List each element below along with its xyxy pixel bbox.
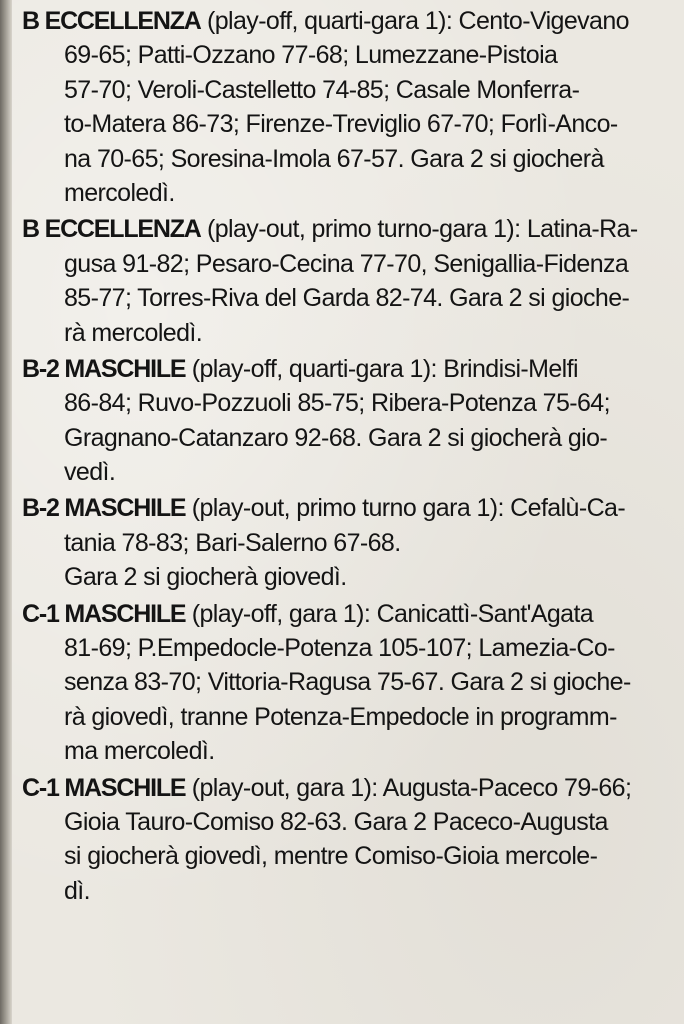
entry-line: rà mercoledì. xyxy=(64,318,203,347)
entry-heading: B-2 MASCHILE xyxy=(22,494,186,523)
entry-text: (play-out, primo turno gara 1): Cefalù-Ca- xyxy=(185,494,626,523)
entry-line xyxy=(22,771,678,805)
results-entry-b-eccellenza-playout xyxy=(22,212,678,350)
entry-line xyxy=(22,597,678,631)
results-entry-c1-maschile-playout xyxy=(22,771,678,909)
entry-line: si giocherà giovedì, mentre Comiso-Gioia mercole- xyxy=(64,842,598,871)
entry-text: (play-off, gara 1): Canicattì-Sant'Agata xyxy=(185,599,594,628)
entry-line: 85-77; Torres-Riva del Garda 82-74. Gara 2 si gioche- xyxy=(64,284,630,313)
entry-text: (play-off, quarti-gara 1): Cento-Vigevano xyxy=(200,7,629,35)
entry-line: gusa 91-82; Pesaro-Cecina 77-70, Senigallia-Fidenza xyxy=(64,249,629,278)
entry-line: rà giovedì, tranne Potenza-Empedocle in programm- xyxy=(64,702,617,731)
entry-heading: C-1 MASCHILE xyxy=(22,599,186,628)
entry-line: 69-65; Patti-Ozzano 77-68; Lumezzane-Pistoia xyxy=(64,41,558,70)
column-rule xyxy=(0,0,12,1024)
entry-text: (play-off, quarti-gara 1): Brindisi-Melfi xyxy=(185,354,578,383)
entry-heading: C-1 MASCHILE xyxy=(22,773,186,802)
entry-line xyxy=(22,4,678,38)
entry-line: 57-70; Veroli-Castelletto 74-85; Casale Monferra- xyxy=(64,75,580,104)
entry-line xyxy=(22,352,678,386)
entry-line: Gioia Tauro-Comiso 82-63. Gara 2 Paceco-Augusta xyxy=(64,807,608,836)
entry-line: senza 83-70; Vittoria-Ragusa 75-67. Gara 2 si gioche- xyxy=(64,668,631,697)
entry-line xyxy=(22,212,678,246)
entry-line: 86-84; Ruvo-Pozzuoli 85-75; Ribera-Potenza 75-64; xyxy=(64,389,610,418)
results-entry-c1-maschile-playoff xyxy=(22,597,678,769)
entry-heading: B ECCELLENZA xyxy=(22,215,201,244)
entry-line: tania 78-83; Bari-Salerno 67-68. xyxy=(64,528,401,557)
entry-line: Gragnano-Catanzaro 92-68. Gara 2 si giocherà gio- xyxy=(64,423,608,452)
results-entry-b2-maschile-playout xyxy=(22,491,678,594)
entry-text: (play-out, gara 1): Augusta-Paceco 79-66; xyxy=(185,773,632,802)
entry-line: vedì. xyxy=(64,458,116,487)
entry-line: Gara 2 si giocherà giovedì. xyxy=(64,563,347,592)
entry-line: dì. xyxy=(64,876,90,905)
entry-line: 81-69; P.Empedocle-Potenza 105-107; Lamezia-Co- xyxy=(64,634,615,663)
entry-line xyxy=(22,491,678,525)
results-entry-b2-maschile-playoff xyxy=(22,352,678,490)
entry-heading: B-2 MASCHILE xyxy=(22,354,186,383)
entry-line: na 70-65; Soresina-Imola 67-57. Gara 2 si giocherà xyxy=(64,144,604,173)
results-column xyxy=(22,4,678,910)
entry-line: mercoledì. xyxy=(64,178,175,207)
entry-text: (play-out, primo turno-gara 1): Latina-Ra- xyxy=(200,215,638,244)
entry-heading: B ECCELLENZA xyxy=(22,7,201,35)
entry-line: ma mercoledì. xyxy=(64,737,215,766)
entry-line: to-Matera 86-73; Firenze-Treviglio 67-70; Forlì-Anco- xyxy=(64,110,618,139)
results-entry-b-eccellenza-playoff xyxy=(22,4,678,210)
